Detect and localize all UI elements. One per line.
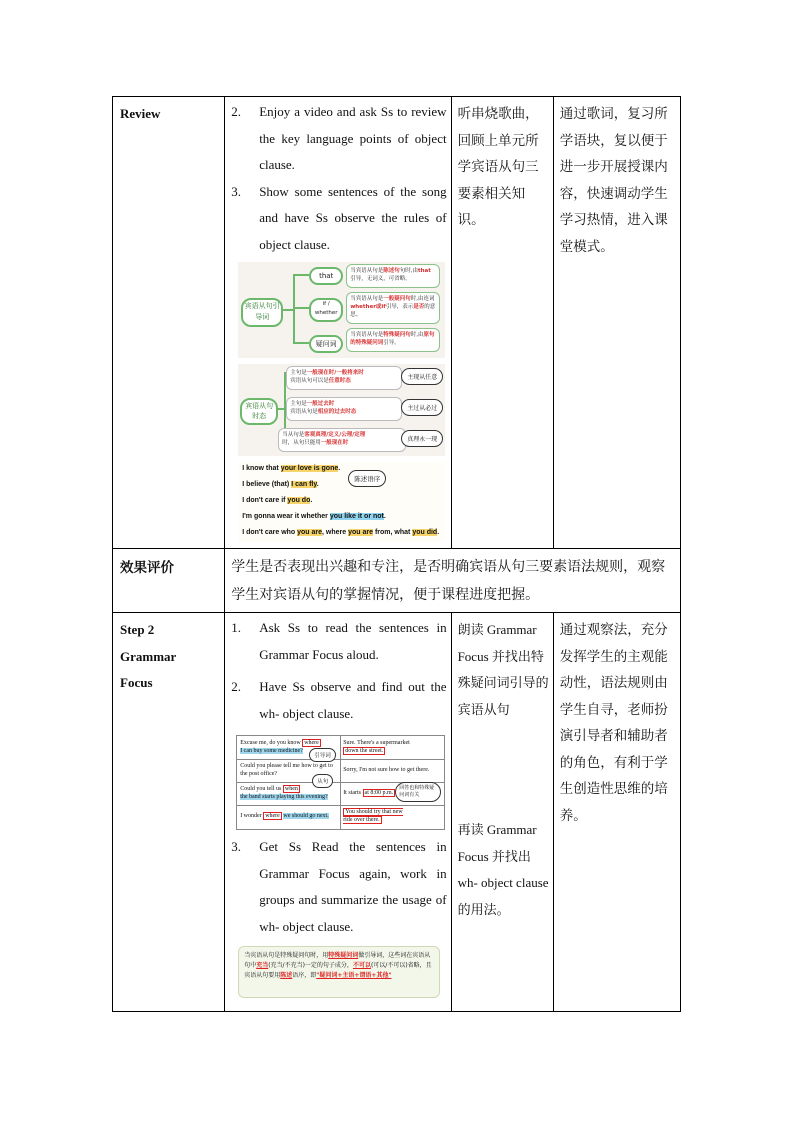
song-lyrics-examples (238, 462, 445, 542)
tag-connective: 引导词 (309, 748, 336, 762)
review-purpose: 通过歌词，复习所学语块，复以便于进一步开展授课内容，快速调动学生学习热情，进入课堂模式。 (559, 106, 668, 255)
step2-row (113, 613, 681, 1012)
tense-rule-truth: 当从句是客观真理/定义/公理/定理 时，从句只能用一般现在时 (278, 428, 406, 452)
tag-answer: 回答也和特殊疑问词有关 (395, 782, 441, 802)
rule-box-that: 当宾语从句是陈述句句时,由that引导，无词义，可省略。 (346, 264, 440, 288)
step2-activity-2: 再读 Grammar Focus 并找出 wh- object clause 的用法。 (457, 822, 549, 917)
step2-activity-1: 朗读 Grammar Focus 并找出特殊疑问词引导的宾语从句 (457, 622, 549, 717)
keyword-that: that (309, 267, 343, 285)
lyric-line-4: I'm gonna wear it whether you like it or not. (242, 513, 386, 520)
rule-box-question-word: 当宾语从句是特殊疑问句时,由原句的特殊疑问词引导。 (346, 328, 440, 352)
map-center-tense: 宾语从句时态 (240, 398, 278, 425)
review-row (113, 97, 681, 549)
keyword-if-whether: if / whether (309, 298, 343, 322)
step2-step-1: 1. Ask Ss to read the sentences in Grammar Focus aloud. (231, 620, 447, 662)
lyric-line-2: I believe (that) I can fly. (242, 481, 319, 488)
tip-bubble-3: 真理永一现 (401, 430, 443, 447)
review-step-2: 2. Enjoy a video and ask Ss to review the key language points of object clause. (231, 104, 447, 172)
evaluation-text: 学生是否表现出兴趣和专注，是否明确宾语从句三要素语法规则，观察学生对宾语从句的掌握情况，便于课程进度把握。 (231, 559, 666, 603)
evaluation-row (113, 549, 681, 613)
lesson-plan-table (112, 96, 681, 1012)
wh-clause-summary: 当宾语从句是特殊疑问句时，用特殊疑问词做引导词，这些词在宾语从句中充当(充当/不充当)一定的句子成分，不可以(可以/不可以)省略，且宾语从句要用陈述语序，即"疑问词+主语+谓语+其他" (238, 946, 440, 998)
review-steps (225, 97, 450, 258)
step2-label: Step 2 Grammar Focus (120, 622, 177, 690)
map-center-connective: 宾语从句引导词 (241, 298, 283, 327)
step2-steps-a (225, 613, 450, 727)
object-clause-connective-map (238, 262, 445, 358)
lyric-line-5: I don't care who you are, where you are from, what you did. (242, 529, 440, 536)
step2-step-3: 3. Get Ss Read the sentences in Grammar Focus again, work in groups and summarize the usage of wh- object clause. (231, 839, 447, 934)
review-label: Review (120, 106, 161, 121)
keyword-question-word: 疑问词 (309, 335, 343, 353)
step2-purpose: 通过观察法，充分发挥学生的主观能动性，语法规则由学生自寻，老师扮演引导者和辅助者的角色，有利于学生创造性思维的培养。 (559, 622, 668, 824)
lyric-line-3: I don't care if you do. (242, 497, 313, 504)
tip-bubble-1: 主现从任意 (401, 368, 443, 385)
step2-step-2: 2. Have Ss observe and find out the wh- object clause. (231, 679, 447, 721)
tag-clause: 从句 (312, 774, 333, 788)
tense-rule-past: 主句是一般过去时 宾语从句是相应的过去时态 (286, 397, 402, 421)
rule-box-whether: 当宾语从句是一般疑问句时,由连词whether或if引导，表示是否的意思。 (346, 292, 440, 324)
review-student-activity: 听串烧歌曲，回顾上单元所学宾语从句三要素相关知识。 (457, 106, 539, 228)
step2-steps-b (225, 832, 450, 940)
grammar-focus-table: Excuse me, do you know where I can buy some medicine? Sure. There's a supermarket down the street. Could you please tell me how to get to the post office? Sorry, I'm not sure how to get there. Could you tell us when the band starts playing this evening? It starts at 8:00 p.m. I wonder where we should go next. You should try that new ride over there. 引导词 从句 回答也和特殊疑问词有关 (236, 735, 445, 830)
object-clause-tense-map (238, 364, 445, 456)
tip-bubble-2: 主过从必过 (401, 399, 443, 416)
tense-rule-present: 主句是一般现在时/一般将来时 宾语从句可以是任意时态 (286, 366, 402, 390)
lyric-line-1: I know that your love is gone. (242, 465, 341, 472)
review-step-3: 3. Show some sentences of the song and have Ss observe the rules of object clause. (231, 183, 447, 252)
evaluation-label: 效果评价 (120, 560, 174, 576)
statement-order-bubble: 陈述语序 (348, 470, 386, 487)
